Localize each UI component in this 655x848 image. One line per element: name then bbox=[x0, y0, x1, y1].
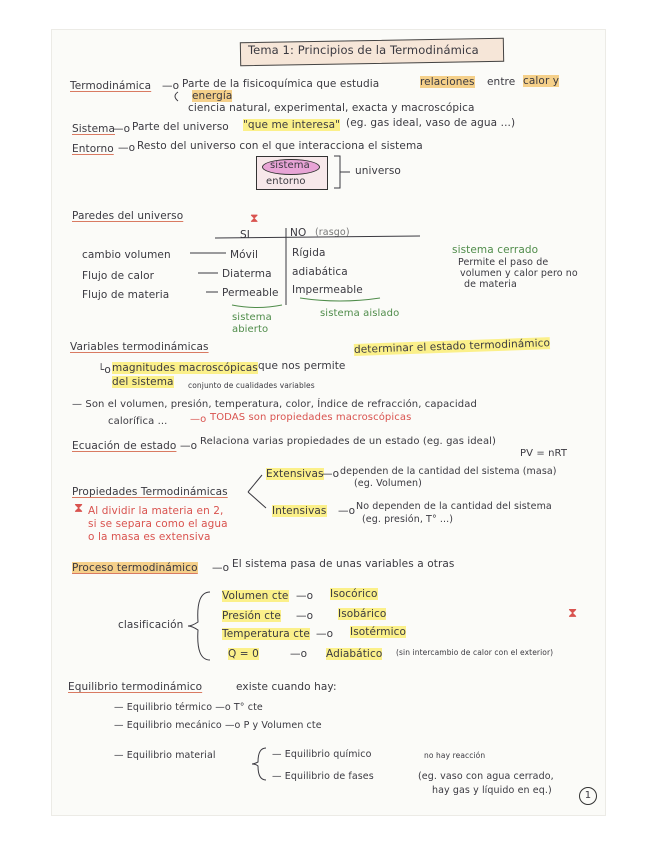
variables-mid: que nos permite bbox=[258, 360, 346, 372]
paredes-col-no: NO bbox=[290, 227, 307, 239]
equilibrio-item: — Equilibrio mecánico —o P y Volumen cte bbox=[114, 720, 322, 731]
equilibrio-sub: — Equilibrio químico bbox=[272, 749, 372, 760]
equilibrio-sub-note: no hay reacción bbox=[424, 751, 486, 760]
hourglass-icon: ⧗ bbox=[250, 211, 259, 225]
sistema-label: sistema bbox=[270, 160, 310, 171]
proceso-cond: Presión cte bbox=[222, 610, 281, 622]
proceso-clasificacion: clasificación bbox=[118, 619, 184, 631]
ecuacion-header: Ecuación de estado bbox=[72, 440, 177, 452]
propiedades-note: si se separa como el agua bbox=[88, 518, 228, 530]
paredes-col-si: SI bbox=[240, 229, 250, 241]
termo-hl-relaciones: relaciones bbox=[420, 76, 475, 88]
sistema-text-a: Parte del universo bbox=[132, 121, 229, 133]
ecuacion-text: Relaciona varias propiedades de un estado (eg. gas ideal) bbox=[200, 436, 497, 447]
ecuacion-formula: PV = nRT bbox=[520, 448, 568, 459]
paredes-row-si: Permeable bbox=[222, 287, 279, 299]
proceso-arrow-item: —o bbox=[296, 610, 314, 622]
variables-line3-red: TODAS son propiedades macroscópicas bbox=[210, 412, 412, 423]
paredes-col-no-note: (rasgo) bbox=[315, 227, 350, 238]
hourglass-icon: ⧗ bbox=[568, 606, 578, 621]
propiedades-ext-label: Extensivas bbox=[266, 468, 324, 480]
paredes-row-label: cambio volumen bbox=[82, 249, 171, 261]
variables-arrow-red: —o bbox=[190, 414, 207, 425]
paredes-row-label: Flujo de materia bbox=[82, 289, 170, 301]
variables-line3: calorífica ... bbox=[108, 416, 168, 427]
variables-line2: — Son el volumen, presión, temperatura, color, Índice de refracción, capacidad bbox=[72, 399, 477, 410]
entorno-term: Entorno bbox=[72, 143, 114, 155]
entorno-label: entorno bbox=[266, 176, 306, 187]
variables-note: conjunto de cualidades variables bbox=[188, 381, 315, 390]
paredes-row-no: adiabática bbox=[292, 266, 348, 278]
propiedades-header: Propiedades Termodinámicas bbox=[72, 486, 228, 498]
proceso-cond: Volumen cte bbox=[222, 590, 289, 602]
paredes-row-si: Diaterma bbox=[222, 268, 272, 280]
paredes-row-no: Rígida bbox=[292, 247, 326, 259]
warning-icon: ⧗ bbox=[74, 501, 84, 516]
page-number: 1 bbox=[579, 787, 597, 805]
equilibrio-header: Equilibrio termodinámico bbox=[68, 681, 203, 693]
ecuacion-arrow: —o bbox=[180, 440, 198, 452]
propiedades-int-label: Intensivas bbox=[272, 505, 327, 517]
propiedades-note: o la masa es extensiva bbox=[88, 531, 211, 543]
paredes-header: Paredes del universo bbox=[72, 210, 184, 222]
page-title: Tema 1: Principios de la Termodinámica bbox=[248, 43, 479, 57]
universo-label: universo bbox=[355, 165, 401, 177]
termo-hl-calor: calor y bbox=[523, 75, 560, 87]
sistema-text-b: (eg. gas ideal, vaso de agua ...) bbox=[346, 117, 516, 129]
sistema-cerrado-title: sistema cerrado bbox=[452, 244, 539, 256]
sistema-term: Sistema bbox=[72, 123, 115, 135]
equilibrio-material: — Equilibrio material bbox=[114, 750, 216, 761]
propiedades-note: Al dividir la materia en 2, bbox=[88, 505, 224, 517]
proceso-name: Adiabático bbox=[326, 648, 383, 660]
proceso-name: Isotérmico bbox=[350, 626, 407, 638]
paredes-row-no: Impermeable bbox=[292, 284, 363, 296]
proceso-arrow: —o bbox=[212, 562, 230, 574]
variables-hl-magnitudes: magnitudes macroscópicas bbox=[112, 362, 258, 374]
equilibrio-sub-note: (eg. vaso con agua cerrado, bbox=[418, 771, 554, 782]
equilibrio-intro: existe cuando hay: bbox=[236, 681, 337, 693]
equilibrio-sub-note: hay gas y líquido en eq.) bbox=[432, 785, 552, 796]
entorno-arrow: —o bbox=[118, 142, 136, 154]
proceso-arrow-item: —o bbox=[290, 648, 308, 660]
proceso-arrow-item: —o bbox=[316, 628, 334, 640]
sistema-cerrado-desc: volumen y calor pero no bbox=[460, 268, 578, 279]
proceso-cond: Q = 0 bbox=[228, 648, 259, 660]
variables-header: Variables termodinámicas bbox=[70, 341, 209, 353]
termo-line1a: Parte de la fisicoquímica que estudia bbox=[182, 78, 380, 90]
variables-hl-determinar: determinar el estado termodinámico bbox=[353, 337, 551, 356]
propiedades-ext-text: dependen de la cantidad del sistema (masa) bbox=[340, 466, 557, 477]
termo-line2: ciencia natural, experimental, exacta y macroscópica bbox=[188, 102, 475, 114]
sistema-aislado-label: sistema aislado bbox=[320, 308, 400, 319]
sistema-abierto-label: sistema abierto bbox=[232, 312, 272, 335]
sistema-hl: "que me interesa" bbox=[243, 119, 341, 131]
paredes-row-si: Móvil bbox=[230, 249, 259, 261]
proceso-name: Isocórico bbox=[330, 588, 378, 600]
termo-line1b: entre bbox=[487, 76, 516, 88]
sistema-cerrado-desc: de materia bbox=[464, 279, 517, 290]
termo-arrow: —o bbox=[162, 80, 180, 92]
propiedades-ext-arrow: —o bbox=[322, 468, 340, 480]
proceso-text: El sistema pasa de unas variables a otras bbox=[232, 558, 455, 570]
variables-hl-sistema: del sistema bbox=[112, 376, 174, 388]
proceso-note: (sin intercambio de calor con el exterior) bbox=[396, 648, 554, 657]
propiedades-int-arrow: —o bbox=[338, 505, 356, 517]
proceso-header: Proceso termodinámico bbox=[72, 562, 198, 574]
termo-hl-energia: energía bbox=[192, 90, 233, 102]
propiedades-int-eg: (eg. presión, T° ...) bbox=[362, 514, 454, 525]
sistema-cerrado-desc: Permite el paso de bbox=[458, 257, 549, 268]
equilibrio-sub: — Equilibrio de fases bbox=[272, 771, 374, 782]
propiedades-ext-eg: (eg. Volumen) bbox=[354, 478, 422, 489]
termo-term: Termodinámica bbox=[70, 80, 152, 92]
entorno-text: Resto del universo con el que interacciona el sistema bbox=[137, 140, 423, 152]
proceso-arrow-item: —o bbox=[296, 590, 314, 602]
paredes-row-label: Flujo de calor bbox=[82, 270, 155, 282]
proceso-cond: Temperatura cte bbox=[222, 628, 310, 640]
propiedades-int-text: No dependen de la cantidad del sistema bbox=[356, 501, 552, 512]
sistema-arrow: —o bbox=[113, 123, 131, 135]
variables-arrow: └o bbox=[98, 364, 111, 376]
equilibrio-item: — Equilibrio térmico —o T° cte bbox=[114, 702, 263, 713]
proceso-name: Isobárico bbox=[338, 608, 387, 620]
